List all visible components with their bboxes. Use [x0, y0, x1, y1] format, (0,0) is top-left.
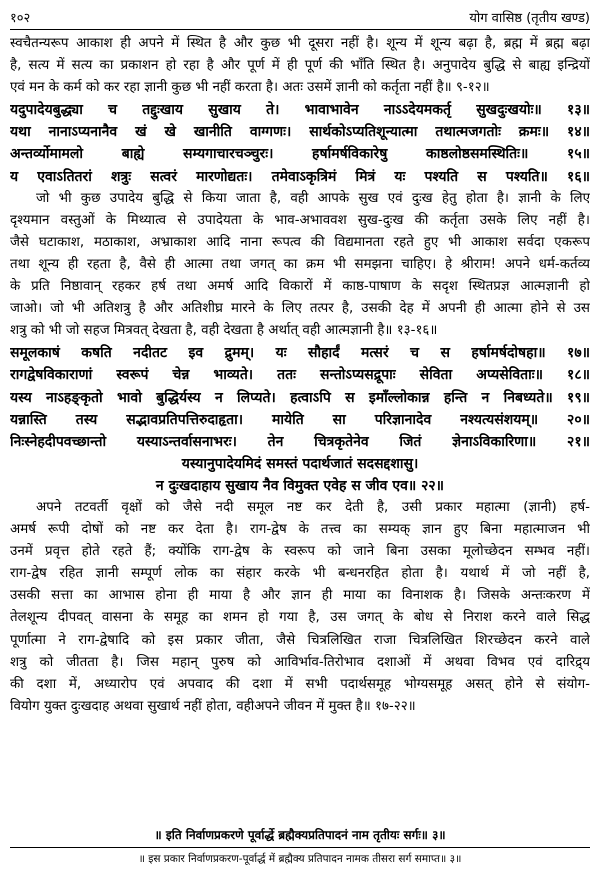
prose-line: अपने तटवर्ती वृक्षों को जैसे नदी समूल नष्ट कर देती है, उसी प्रकार महात्मा (ज्ञानी) हर्ष- [36, 499, 590, 515]
verse-line: समूलकाषं कषति नदीतट इव द्रुमम्। यः सौहार्दं मत्सरं च स हर्षामर्षदोषहा॥ १७॥ [10, 345, 590, 362]
prose-line: स्वचैतन्यरूप आकाश ही अपने में स्थित है और कुछ भी दूसरा नहीं है। शून्य में शून्य बढ़ा है, ब्रह्म में ब्रह्म बढ़ा [10, 36, 590, 51]
verse-line: अन्तर्व्योमामलो बाह्ये सम्यगाचारचञ्चुरः। हर्षामर्षविकारेषु काष्ठलोष्ठसमस्थितिः॥ १५॥ [10, 146, 590, 163]
verse-line: यन्नास्ति तस्य सद्भावप्रतिपत्तिरुदाहृता। मायेति सा परिज्ञानादेव नश्यत्यसंशयम्॥ २०॥ [10, 411, 590, 428]
prose-line: दृश्यमान वस्तुओं के मिथ्यात्व से उपादेयता के भाव-अभाववश सुख-दुःख की कर्तृता उसके लिए नहीं है। [10, 212, 590, 228]
verse-line: यथा नानाऽप्यनानैव खं खे खानीति वाग्गणः। सार्थकोऽप्यतिशून्यात्मा तथात्मजगतोः क्रमः॥ १४॥ [10, 124, 590, 141]
prose-line: जाओ। जो भी अतिशत्रु है और अतिशीघ्र मारने के लिए तत्पर है, उसकी देह में अपनी ही आत्मा होने से उस [10, 301, 590, 317]
prose-line: शत्रु को जीतता है। जिस महान् पुरुष को आविर्भाव-तिरोभाव दशाओं में अथवा विभव एवं दारिद्र्य [10, 654, 590, 670]
prose-line: तथा शून्य ही रहता है, वैसे ही आत्मा तथा जगत् का क्रम भी समझना चाहिए। हे श्रीराम! अपने धर्म-कर्तव्य [10, 256, 590, 272]
prose-line: वियोग युक्त दुःखदाह अथवा सुखार्थ नहीं होता, वहीअपने जीवन में मुक्त है॥ १७-२२॥ [10, 698, 416, 714]
prose-line: के प्रति निष्ठावान् रहकर हर्ष तथा अमर्ष आदि विकारों में काष्ठ-पाषाण के सदृश स्थितप्रज्ञ आत्मज्ञानी हो [10, 279, 590, 295]
verse-line: यस्य नाऽहङ्कृतो भावो बुद्धिर्यस्य न लिप्यते। हत्वाऽपि स इमाँल्लोकान्न हन्ति न निबध्यते॥ १९॥ [10, 389, 590, 406]
chapter-colophon-hindi: ॥ इस प्रकार निर्वाणप्रकरण-पूर्वार्द्ध में ब्रह्मैक्य प्रतिपादन नामक तीसरा सर्ग समाप्त॥ ३॥ [138, 853, 462, 865]
prose-line: की दशा में, अध्यारोप एवं अपवाद की दशा में सभी पदार्थसमूह भोग्यसमूह असत् होने से संयोग- [10, 676, 590, 692]
verse-line: निःस्नेहदीपवच्छान्तो यस्याऽन्तर्वासनाभरः। तेन चित्रकृतेनेव जितं ज्ञेनाऽविकारिणा॥ २१॥ [10, 433, 590, 450]
prose-line: राग-द्वेष रहित ज्ञानी सम्पूर्ण लोक का संहार करके भी बन्धनरहित होता है। यथार्थ में जो नहीं है, [10, 566, 590, 582]
prose-line: शत्रु को भी जो सहज मित्रवत् देखता है, वही देखता है अर्थात् वही आत्मज्ञानी है॥ १३-१६॥ [10, 323, 438, 339]
prose-line: उनमें प्रवृत्त होते रहते हैं; क्योंकि राग-द्वेष के स्वरूप को जाने बिना उसका मूलोच्छेदन सम्भव नहीं। [10, 544, 590, 560]
prose-line: तेलशून्य दीपवत् वासना के समूह का शमन हो गया है, उस जगत् के बोध से निराश करने वाले सिद्ध [10, 610, 590, 626]
prose-line: जैसे घटाकाश, मठाकाश, अभ्राकाश आदि नाना रूपत्व की विद्यमानता रहते हुए भी आकाश सर्वदा एकरूप [10, 234, 590, 250]
prose-line: अमर्ष रूपी दोषों को नष्ट कर देता है। राग-द्वेष के तत्त्व का सम्यक् ज्ञान हुए बिना महात्माजन भी [10, 522, 590, 538]
verse-line: न दुःखदाहाय सुखाय नैव विमुक्त एवेह स जीव एव॥ २२॥ [155, 477, 445, 494]
verse-line: रागद्वेषविकाराणां स्वरूपं चेन्न भाव्यते। ततः सन्तोऽप्यसद्रूपाः सेविता अप्यसेविताः॥ १८॥ [10, 367, 590, 384]
footer-divider [10, 847, 590, 848]
prose-line: एवं मन के कर्म को कर रहा ज्ञानी कुछ भी नहीं करता है। अतः उसमें ज्ञानी को कर्तृता नहीं है॥ ९-१२॥ [10, 80, 490, 96]
page-number: १०२ [10, 11, 31, 26]
verse-line: यदुपादेयबुद्ध्या च तद्दुःखाय सुखाय ते। भावाभावेन नाऽऽदेयमकर्तृ सुखदुःखयोः॥ १३॥ [10, 102, 590, 119]
page-header [10, 6, 590, 28]
verse-line: यस्यानुपादेयमिदं समस्तं पदार्थजातं सदसद्दशासु। [181, 455, 419, 472]
book-title: योग वासिष्ठ (तृतीय खण्ड) [469, 11, 590, 26]
prose-line: है, सत्य में सत्य का प्रकाशन हो रहा है और पूर्ण में ही पूर्ण की भाँति स्थित है। अनुपादेय बुद्धि से बाह्य इन्द्रियों [10, 58, 590, 74]
header-divider [10, 29, 590, 30]
prose-line: जो भी कुछ उपादेय बुद्धि से किया जाता है, वही आपके सुख एवं दुःख हेतु होता है। ज्ञानी के लिए [36, 190, 590, 206]
page-body [10, 33, 590, 718]
prose-line: पूर्णात्मा ने राग-द्वेषादि को इस प्रकार जीता, जैसे चित्रलिखित राजा चित्रलिखित शिरच्छेदन करने वाले [10, 632, 590, 648]
prose-line: उसकी सत्ता का आभास होना ही माया है और ज्ञान ही माया का विनाशक है। जिसके अन्तःकरण में [10, 588, 590, 604]
chapter-colophon-sanskrit: ॥ इति निर्वाणप्रकरणे पूर्वार्द्धे ब्रह्मैक्यप्रतिपादनं नाम तृतीयः सर्गः॥ ३॥ [154, 828, 446, 842]
verse-line: य एवाऽतितरां शत्रुः सत्वरं मारणोद्यतः। तमेवाऽकृत्रिमं मित्रं यः पश्यति स पश्यति॥ १६॥ [10, 168, 590, 185]
